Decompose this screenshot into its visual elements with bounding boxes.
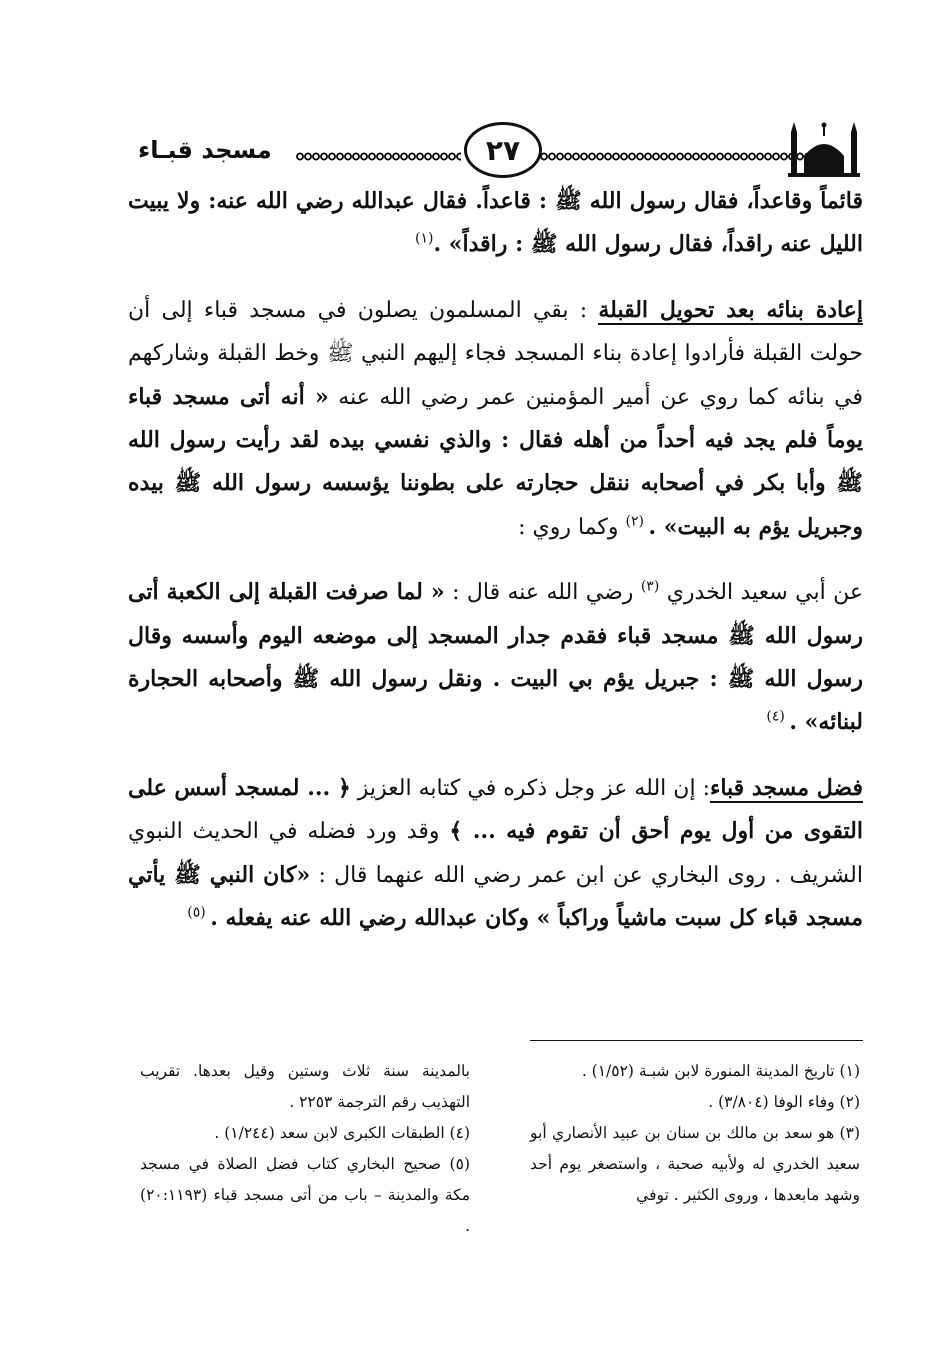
text-run: رضي الله عنه قال :: [444, 580, 641, 606]
footnote-2: (٢) وفاء الوفا (٣/٨٠٤) .: [708, 1093, 860, 1111]
text-run: : إن الله عز وجل ذكره في كتابه العزيز: [350, 775, 710, 801]
text-run: « أنه أتى مسجد قباء يوماً فلم يجد فيه أحداً من أهله فقال : والذي نفسي بيده لقد رأيت رسول الله ﷺ وأبا بكر في أصحابه ننقل حجارته على بطوننا يؤسسه رسول الله ﷺ بيده وجبريل يؤم به البيت» .: [128, 383, 863, 540]
footnote-marker: (٢): [625, 513, 649, 530]
chain-ornament-left: [296, 152, 461, 161]
page-number-badge: [464, 122, 542, 178]
footnote-separator: [530, 1040, 863, 1041]
footnote-marker: (٤): [766, 709, 790, 726]
chain-ornament-right: [540, 152, 825, 161]
text-run: قائماً وقاعداً، فقال رسول الله ﷺ : قاعداً. فقال عبدالله رضي الله عنه: ولا يبيت الليل عنه راقداً، فقال رسول الله ﷺ : راقداً» .: [128, 188, 863, 258]
paragraph-virtue: [128, 767, 863, 941]
footnotes-right-column: [530, 1056, 860, 1211]
text-run: وقد ورد فضله في الحديث النبوي الشريف . روى البخاري عن ابن عمر رضي الله عنهما قال :: [128, 819, 863, 888]
text-run: وكما روي :: [518, 514, 626, 540]
footnote-3: (٣) هو سعد بن مالك بن سنان بن عبيد الأنصاري أبو سعيد الخدري له ولأبيه صحبة ، واستصغر يوم أحد وشهد مابعدها ، وروى الكثير . توفي: [530, 1124, 860, 1204]
footnote-3-continued: بالمدينة سنة ثلاث وستين وقيل بعدها. تقريب التهذيب رقم الترجمة ٢٢٥٣ .: [140, 1062, 470, 1111]
footnote-marker: (٣): [640, 578, 660, 595]
mosque-icon: [788, 118, 860, 178]
paragraph-1: [128, 180, 863, 267]
page-header: [60, 118, 860, 182]
footnotes-left-column: [140, 1056, 470, 1242]
paragraph-rebuilding: [128, 289, 863, 549]
page-number: ٢٧: [485, 133, 521, 167]
text-run: ﴿ ... لمسجد أسس على التقوى من أول يوم أحق أن تقوم فيه ... ﴾: [128, 774, 863, 845]
footnote-marker: (١): [414, 231, 434, 248]
section-heading: إعادة بنائه بعد تحويل القبلة: [598, 296, 863, 323]
section-heading: فضل مسجد قباء: [710, 774, 863, 801]
running-title: مسجد قبـاء: [138, 136, 272, 164]
footnote-marker: (٥): [187, 904, 211, 921]
text-run: عن أبي سعيد الخدري: [659, 580, 863, 606]
footnote-1: (١) تاريخ المدينة المنورة لابن شبـة (١/٥٢) .: [581, 1062, 860, 1080]
text-run: : بقي المسلمون يصلون في مسجد قباء إلى أن حولت القبلة فأرادوا إعادة بناء المسجد فجاء إليهم النبي ﷺ وخط القبلة وشاركهم في بنائه كما روي عن أمير المؤمنين عمر رضي الله عنه: [128, 297, 863, 410]
body-text: [128, 180, 863, 941]
text-run: « لما صرفت القبلة إلى الكعبة أتى رسول الله ﷺ مسجد قباء فقدم جدار المسجد إلى موضعه اليوم وأسسه وقال رسول الله ﷺ : جبريل يؤم بي البيت . ونقل رسول الله ﷺ وأصحابه الحجارة لبنائه» .: [128, 579, 863, 736]
paragraph-abu-said: [128, 571, 863, 745]
footnote-5: (٥) صحيح البخاري كتاب فضل الصلاة في مسجد مكة والمدينة – باب من أتى مسجد قباء (٢٠:١١٩٣) .: [140, 1155, 470, 1235]
footnote-4: (٤) الطبقات الكبرى لابن سعد (١/٢٤٤) .: [214, 1124, 470, 1142]
text-run: «كان النبي ﷺ يأتي مسجد قباء كل سبت ماشياً وراكباً » وكان عبدالله رضي الله عنه يفعله .: [128, 861, 863, 932]
